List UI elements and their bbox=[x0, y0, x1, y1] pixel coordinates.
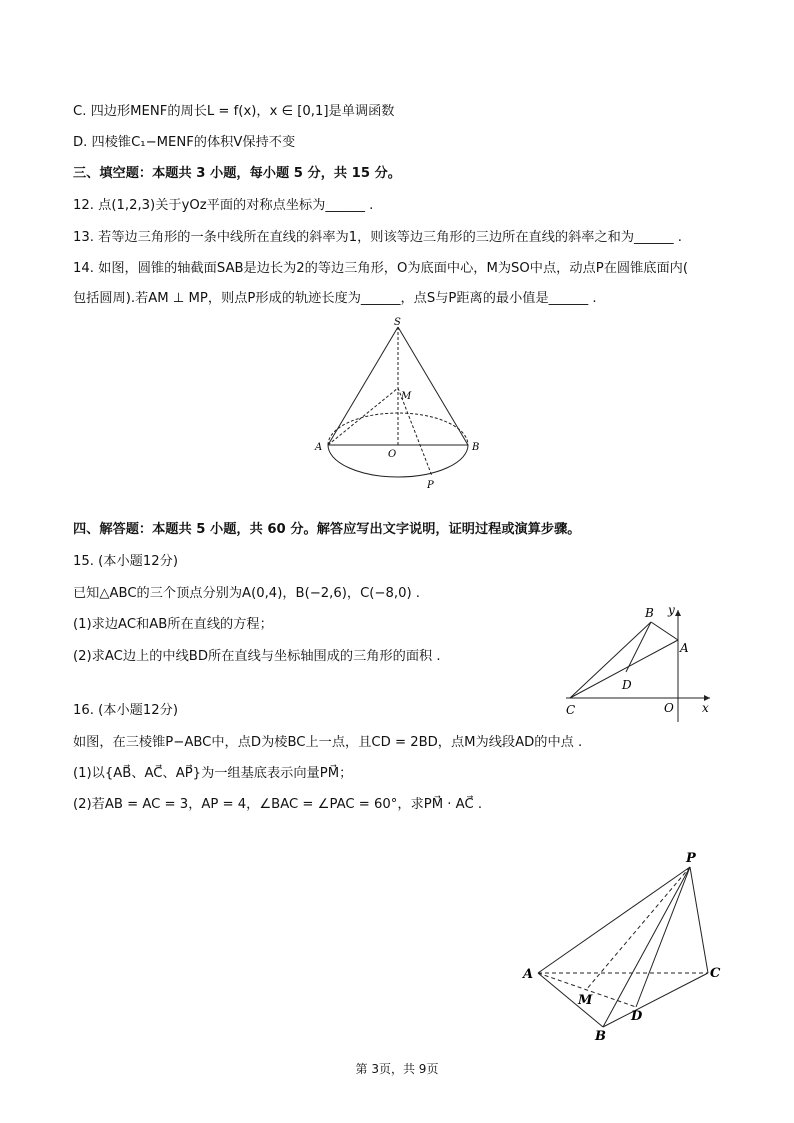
question-16-header: 16. (本小题12分) bbox=[73, 703, 178, 718]
section-4-heading: 四、解答题：本题共 5 小题，共 60 分。解答应写出文字说明，证明过程或演算步骤。 bbox=[73, 522, 581, 537]
pyramid-label-c: C bbox=[710, 966, 721, 981]
option-c: C. 四边形MENF的周长L = f(x)，x ∈ [0,1]是单调函数 bbox=[73, 104, 395, 119]
question-13: 13. 若等边三角形的一条中线所在直线的斜率为1，则该等边三角形的三边所在直线的斜率之和为______ . bbox=[73, 230, 682, 245]
cone-label-p: P bbox=[427, 480, 434, 491]
coord-label-d: D bbox=[622, 678, 632, 692]
pyramid-label-b: B bbox=[595, 1029, 606, 1044]
coordinate-figure bbox=[560, 600, 720, 725]
question-14-line1: 14. 如图，圆锥的轴截面SAB是边长为2的等边三角形，O为底面中心，M为SO中点，动点P在圆锥底面内( bbox=[73, 261, 688, 276]
cone-label-b: B bbox=[472, 442, 480, 453]
pyramid-label-m: M bbox=[578, 993, 593, 1008]
question-15-part2: (2)求AC边上的中线BD所在直线与坐标轴围成的三角形的面积 . bbox=[73, 649, 441, 664]
coord-label-x: x bbox=[702, 701, 709, 715]
question-15-part1: (1)求边AC和AB所在直线的方程； bbox=[73, 617, 273, 632]
question-16-part1: (1)以{AB⃗、AC⃗、AP⃗}为一组基底表示向量PM⃗； bbox=[73, 766, 353, 781]
question-16-part2: (2)若AB = AC = 3，AP = 4，∠BAC = ∠PAC = 60°，求PM⃗ · AC⃗ . bbox=[73, 797, 483, 812]
cone-label-m: M bbox=[401, 391, 412, 402]
coord-label-c: C bbox=[566, 703, 576, 717]
pyramid-label-a: A bbox=[523, 967, 534, 982]
question-15-header: 15. (本小题12分) bbox=[73, 554, 178, 569]
question-15-statement: 已知△ABC的三个顶点分别为A(0,4)，B(−2,6)，C(−8,0) . bbox=[73, 586, 420, 601]
coord-label-a: A bbox=[680, 641, 689, 655]
cone-label-o: O bbox=[388, 449, 397, 460]
coord-label-o: O bbox=[664, 701, 674, 715]
question-16-statement: 如图，在三棱锥P−ABC中，点D为棱BC上一点，且CD = 2BD，点M为线段AD的中点 . bbox=[73, 735, 583, 750]
cone-figure bbox=[300, 312, 500, 494]
coord-label-b: B bbox=[645, 606, 654, 620]
question-12: 12. 点(1,2,3)关于yOz平面的对称点坐标为______ . bbox=[73, 198, 374, 213]
coord-label-y: y bbox=[668, 603, 675, 617]
pyramid-label-p: P bbox=[686, 851, 696, 866]
option-d: D. 四棱锥C₁−MENF的体积V保持不变 bbox=[73, 135, 296, 150]
section-3-heading: 三、填空题：本题共 3 小题，每小题 5 分，共 15 分。 bbox=[73, 166, 401, 181]
cone-label-s: S bbox=[394, 317, 401, 328]
pyramid-label-d: D bbox=[631, 1009, 643, 1024]
page-footer: 第 3页，共 9页 bbox=[355, 1062, 439, 1076]
cone-label-a: A bbox=[315, 442, 323, 453]
question-14-line2: 包括圆周).若AM ⊥ MP，则点P形成的轨迹长度为______，点S与P距离的最小值是______ . bbox=[73, 291, 597, 306]
pyramid-figure bbox=[518, 845, 728, 1045]
